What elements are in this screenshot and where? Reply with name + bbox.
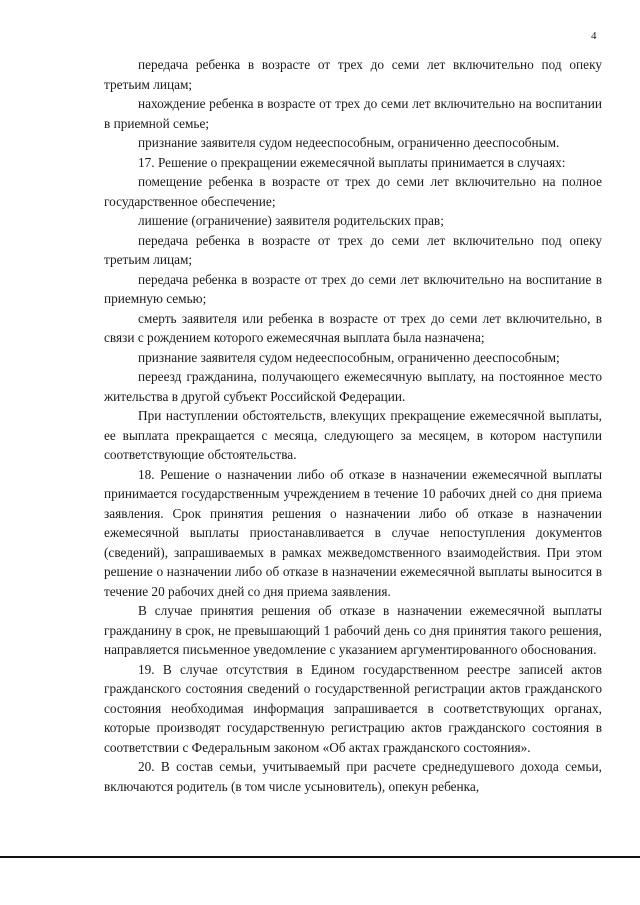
paragraph: В случае принятия решения об отказе в назначении ежемесячной выплаты гражданину в срок, не превышающий 1 рабочий день со дня принятия такого решения, направляется письменное уведомление с указанием аргументированного обоснования.: [104, 603, 602, 657]
paragraph: переезд гражданина, получающего ежемесячную выплату, на постоянное место жительства в другой субъект Российской Федерации.: [104, 369, 602, 404]
paragraph: нахождение ребенка в возрасте от трех до семи лет включительно на воспитании в приемной семье;: [104, 96, 602, 131]
paragraph: лишение (ограничение) заявителя родительских прав;: [138, 213, 444, 228]
paragraph: 20. В состав семьи, учитываемый при расчете среднедушевого дохода семьи, включаются родитель (в том числе усыновитель), опекун ребенка,: [104, 759, 602, 794]
paragraph: 17. Решение о прекращении ежемесячной выплаты принимается в случаях:: [138, 154, 566, 170]
paragraph: помещение ребенка в возрасте от трех до семи лет включительно на полное государственное обеспечение;: [104, 174, 602, 209]
page-bottom-edge: [0, 856, 640, 858]
paragraph: передача ребенка в возрасте от трех до семи лет включительно под опеку третьим лицам;: [104, 232, 602, 267]
paragraph: При наступлении обстоятельств, влекущих прекращение ежемесячной выплаты, ее выплата прекращается с месяца, следующего за месяцем, в котором наступили соответствующие обстоятельства.: [104, 408, 602, 462]
paragraph: смерть заявителя или ребенка в возрасте от трех до семи лет включительно, в связи с рождением которого ежемесячная выплата была назначена;: [104, 310, 602, 345]
paragraph: 19. В случае отсутствия в Едином государственном реестре записей актов гражданского состояния сведений о государственной регистрации актов гражданского состояния необходимая информация запрашивается в соответствующих органах, которые производят государственную регистрацию актов гражданского состояния в соответствии с Федеральным законом «Об актах гражданского состояния».: [104, 661, 602, 755]
paragraph: передача ребенка в возрасте от трех до семи лет включительно под опеку третьим лицам;: [104, 57, 602, 92]
page-number: 4: [591, 30, 597, 42]
paragraph: признание заявителя судом недееспособным, ограниченно дееспособным.: [138, 135, 560, 150]
paragraph: 18. Решение о назначении либо об отказе в назначении ежемесячной выплаты принимается государственным учреждением в течение 10 рабочих дней со дня приема заявления. Срок принятия решения о назначении либо об отказе в назначении ежемесячной выплаты приостанавливается в случае непоступления документов (сведений), запрашиваемых в рамках межведомственного взаимодействия. При этом решение о назначении либо об отказе в назначении ежемесячной выплаты выносится в течение 20 рабочих дней со дня приема заявления.: [104, 466, 602, 599]
paragraph: признание заявителя судом недееспособным, ограниченно дееспособным;: [138, 349, 560, 365]
paragraph: передача ребенка в возрасте от трех до семи лет включительно на воспитание в приемную семью;: [104, 271, 602, 306]
document-body: [104, 55, 602, 796]
